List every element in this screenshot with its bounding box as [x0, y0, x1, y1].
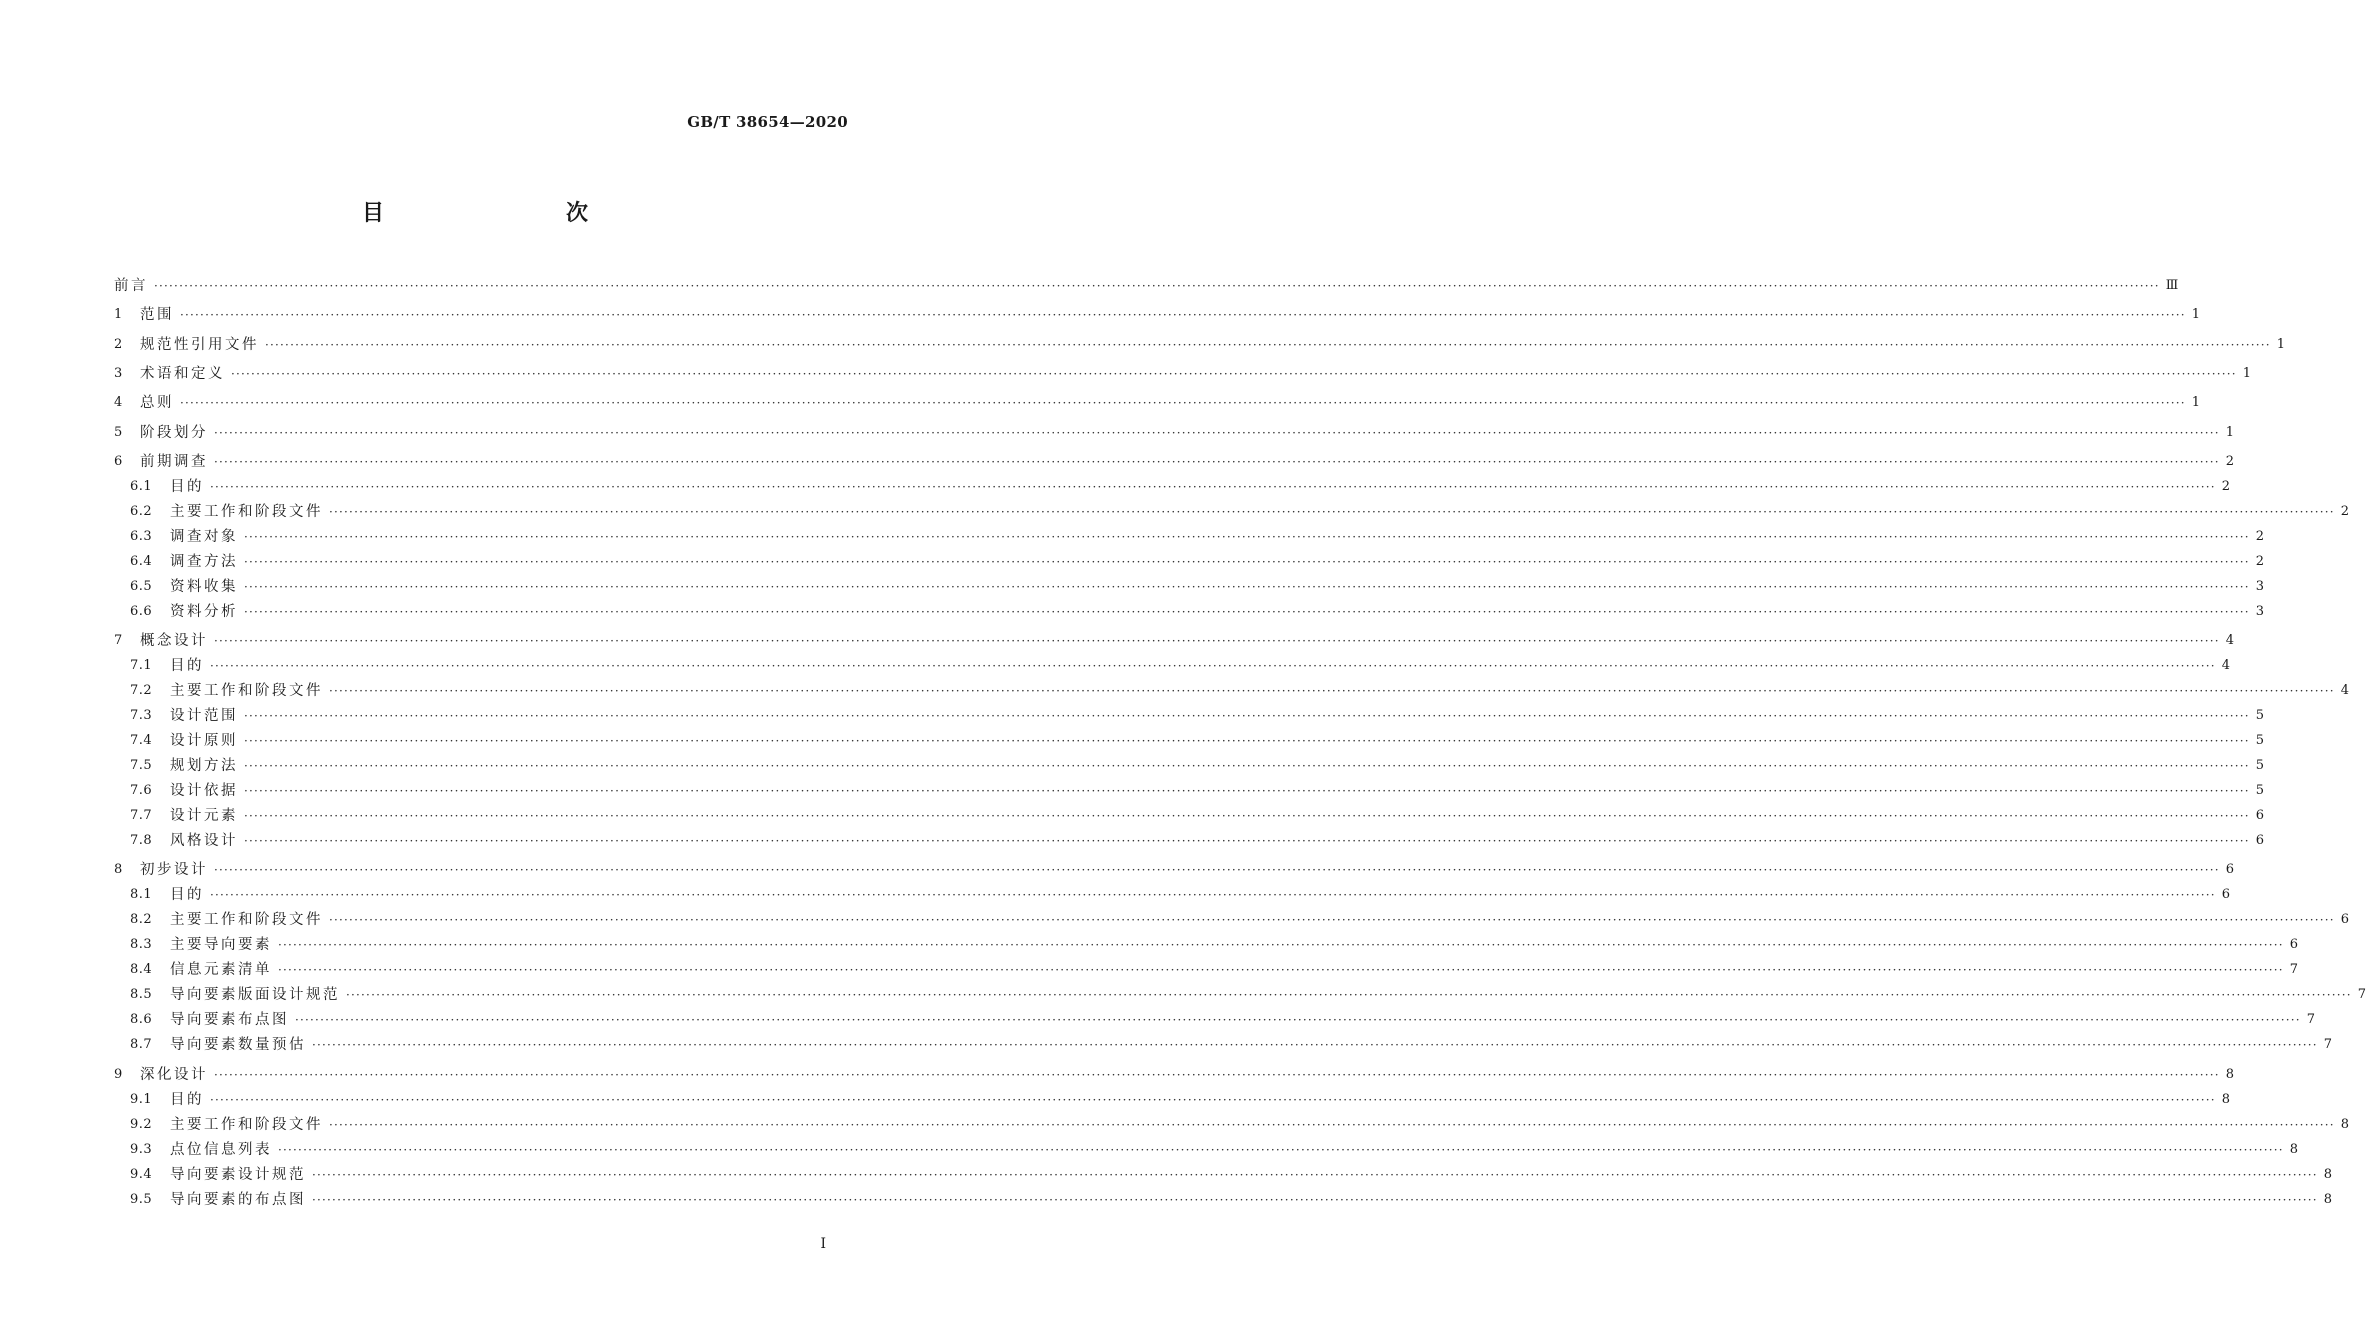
toc-entry-number: 8.7	[130, 1037, 153, 1052]
toc-entry-number: 7.8	[130, 833, 153, 848]
toc-entry-page: 6	[2221, 887, 2231, 902]
toc-entry[interactable]	[114, 1009, 2316, 1031]
toc-entry-number: 7.7	[130, 808, 153, 823]
toc-entry-number: 7.4	[130, 733, 153, 748]
toc-entry-title: 术语和定义	[140, 366, 225, 382]
toc-entry-page: 7	[2323, 1037, 2333, 1052]
toc-entry[interactable]	[114, 730, 2265, 752]
toc-entry-page: 1	[2191, 307, 2201, 322]
toc-entry-title: 主要工作和阶段文件	[170, 912, 323, 928]
toc-entry[interactable]	[114, 392, 2201, 414]
toc-entry-title: 资料分析	[170, 604, 238, 620]
toc-entry-title: 目的	[170, 479, 204, 495]
toc-entry-page: 5	[2255, 758, 2265, 773]
toc-entry-number: 3	[114, 366, 123, 381]
toc-entry-page: 2	[2221, 479, 2231, 494]
toc-entry-number: 6.3	[130, 529, 153, 544]
toc-entry-page: 6	[2225, 862, 2235, 877]
toc-entry-page: 4	[2221, 658, 2231, 673]
toc-leader-dots: ················································································································································································································································································································································································································	[214, 426, 2220, 440]
toc-entry-page: 8	[2225, 1067, 2235, 1082]
toc-entry-page: 8	[2323, 1167, 2333, 1182]
toc-entry-number: 6.4	[130, 554, 153, 569]
toc-entry-number: 7.6	[130, 783, 153, 798]
toc-entry-page: 8	[2323, 1192, 2333, 1207]
toc-entry-number: 6.5	[130, 579, 153, 594]
toc-entry-title: 深化设计	[140, 1067, 208, 1083]
toc-entry[interactable]	[114, 501, 2350, 523]
toc-leader-dots: ················································································································································································································································································································································································································	[312, 1168, 2318, 1182]
toc-leader-dots: ················································································································································································································································································································································································································	[244, 734, 2250, 748]
toc-entry[interactable]	[114, 601, 2265, 623]
toc-entry-title: 主要工作和阶段文件	[170, 504, 323, 520]
toc-leader-dots: ················································································································································································································································································································································································································	[214, 1068, 2220, 1082]
toc-entry-page: 2	[2255, 554, 2265, 569]
toc-entry-number: 8.4	[130, 962, 153, 977]
standard-code: GB/T 38654—2020	[687, 113, 848, 131]
toc-leader-dots: ················································································································································································································································································································································································································	[265, 338, 2271, 352]
toc-entry-page: 3	[2255, 579, 2265, 594]
toc-entry[interactable]	[114, 934, 2299, 956]
toc-entry-title: 导向要素设计规范	[170, 1167, 306, 1183]
toc-entry-number: 9.2	[130, 1117, 153, 1132]
toc-entry[interactable]	[114, 275, 2179, 297]
toc-entry-page: 5	[2255, 783, 2265, 798]
toc-entry-page: 8	[2221, 1092, 2231, 1107]
toc-leader-dots: ················································································································································································································································································································································································································	[214, 863, 2220, 877]
toc-entry-number: 9	[114, 1067, 123, 1082]
toc-entry[interactable]	[114, 451, 2235, 473]
toc-entry-number: 9.5	[130, 1192, 153, 1207]
toc-entry-number: 8.6	[130, 1012, 153, 1027]
toc-entry[interactable]	[114, 1089, 2231, 1111]
toc-leader-dots: ················································································································································································································································································································································································································	[346, 988, 2352, 1002]
toc-entry[interactable]	[114, 1164, 2333, 1186]
toc-leader-dots: ················································································································································································································································································································································································································	[244, 555, 2250, 569]
toc-entry-number: 8.1	[130, 887, 153, 902]
toc-entry-page: 4	[2340, 683, 2350, 698]
toc-entry-page: 7	[2289, 962, 2299, 977]
toc-entry-title: 概念设计	[140, 633, 208, 649]
toc-leader-dots: ················································································································································································································································································································································································································	[244, 709, 2250, 723]
toc-entry-title: 阶段划分	[140, 425, 208, 441]
toc-entry-number: 7.1	[130, 658, 153, 673]
toc-entry[interactable]	[114, 859, 2235, 881]
toc-entry-page: 2	[2225, 454, 2235, 469]
toc-leader-dots: ················································································································································································································································································································································································································	[244, 759, 2250, 773]
toc-entry[interactable]	[114, 576, 2265, 598]
toc-entry[interactable]	[114, 705, 2265, 727]
toc-entry-title: 主要工作和阶段文件	[170, 1117, 323, 1133]
toc-entry-number: 9.3	[130, 1142, 153, 1157]
toc-leader-dots: ················································································································································································································································································································································································································	[278, 1143, 2284, 1157]
toc-entry-title: 导向要素的布点图	[170, 1192, 306, 1208]
toc-leader-dots: ················································································································································································································································································································································································································	[244, 809, 2250, 823]
toc-entry-page: 5	[2255, 708, 2265, 723]
toc-entry-title: 总则	[140, 395, 174, 411]
toc-entry-title: 初步设计	[140, 862, 208, 878]
toc-entry[interactable]	[114, 1114, 2350, 1136]
toc-leader-dots: ················································································································································································································································································································································································································	[210, 659, 2216, 673]
toc-entry-title: 前言	[114, 278, 148, 294]
toc-entry[interactable]	[114, 476, 2231, 498]
toc-leader-dots: ················································································································································································································································································································································································································	[154, 279, 2160, 293]
toc-leader-dots: ················································································································································································································································································································································································································	[244, 530, 2250, 544]
toc-entry-number: 6	[114, 454, 123, 469]
toc-entry[interactable]	[114, 830, 2265, 852]
toc-entry-title: 设计范围	[170, 708, 238, 724]
toc-entry[interactable]	[114, 884, 2231, 906]
toc-entry[interactable]	[114, 334, 2286, 356]
toc-entry-page: 2	[2340, 504, 2350, 519]
toc-leader-dots: ················································································································································································································································································································································································································	[210, 1093, 2216, 1107]
toc-leader-dots: ················································································································································································································································································································································································································	[214, 455, 2220, 469]
toc-entry[interactable]	[114, 1064, 2235, 1086]
toc-entry-number: 1	[114, 307, 123, 322]
toc-leader-dots: ················································································································································································································································································································································································································	[312, 1038, 2318, 1052]
toc-entry-title: 设计依据	[170, 783, 238, 799]
toc-entry-number: 2	[114, 337, 123, 352]
footer-page-number: I	[820, 1236, 826, 1252]
toc-leader-dots: ················································································································································································································································································································································································································	[210, 480, 2216, 494]
toc-leader-dots: ················································································································································································································································································································································································································	[329, 913, 2335, 927]
toc-entry-number: 6.2	[130, 504, 153, 519]
toc-entry-title: 主要工作和阶段文件	[170, 683, 323, 699]
toc-entry[interactable]	[114, 526, 2265, 548]
toc-leader-dots: ················································································································································································································································································································································································································	[278, 938, 2284, 952]
toc-entry-title: 设计原则	[170, 733, 238, 749]
toc-leader-dots: ················································································································································································································································································································································································································	[295, 1013, 2301, 1027]
toc-leader-dots: ················································································································································································································································································································································································································	[210, 888, 2216, 902]
toc-entry-page: 3	[2255, 604, 2265, 619]
toc-entry-number: 8.3	[130, 937, 153, 952]
toc-leader-dots: ················································································································································································································································································································································································································	[244, 834, 2250, 848]
toc-entry-page: 2	[2255, 529, 2265, 544]
toc-entry-number: 7	[114, 633, 123, 648]
toc-entry-number: 5	[114, 425, 123, 440]
toc-entry-number: 7.2	[130, 683, 153, 698]
toc-entry-page: 1	[2225, 425, 2235, 440]
toc-entry-title: 目的	[170, 658, 204, 674]
toc-leader-dots: ················································································································································································································································································································································································································	[180, 308, 2186, 322]
toc-entry-title: 导向要素数量预估	[170, 1037, 306, 1053]
toc-entry-page: 1	[2276, 337, 2286, 352]
toc-leader-dots: ················································································································································································································································································································································································································	[312, 1193, 2318, 1207]
toc-entry-title: 设计元素	[170, 808, 238, 824]
toc-leader-dots: ················································································································································································································································································································································································································	[244, 784, 2250, 798]
toc-entry[interactable]	[114, 680, 2350, 702]
toc-entry-page: 6	[2255, 833, 2265, 848]
toc-entry[interactable]	[114, 805, 2265, 827]
toc-entry-title: 前期调查	[140, 454, 208, 470]
toc-entry[interactable]	[114, 909, 2350, 931]
toc-entry[interactable]	[114, 755, 2265, 777]
toc-entry-page: 1	[2242, 366, 2252, 381]
toc-entry-number: 7.5	[130, 758, 153, 773]
toc-entry-page: 8	[2340, 1117, 2350, 1132]
toc-entry-page: 5	[2255, 733, 2265, 748]
toc-leader-dots: ················································································································································································································································································································································································································	[180, 396, 2186, 410]
toc-entry-page: 6	[2289, 937, 2299, 952]
toc-entry-title: 范围	[140, 307, 174, 323]
toc-entry-title: 目的	[170, 1092, 204, 1108]
toc-entry-page: 4	[2225, 633, 2235, 648]
toc-entry-title: 导向要素布点图	[170, 1012, 289, 1028]
toc-entry[interactable]	[114, 363, 2252, 385]
toc-entry-number: 8.2	[130, 912, 153, 927]
toc-entry-title: 调查方法	[170, 554, 238, 570]
toc-entry[interactable]	[114, 304, 2201, 326]
toc-entry-page: Ⅲ	[2165, 278, 2179, 293]
toc-entry[interactable]	[114, 655, 2231, 677]
toc-entry-page: 7	[2306, 1012, 2316, 1027]
toc-leader-dots: ················································································································································································································································································································································································································	[329, 684, 2335, 698]
toc-entry-title: 风格设计	[170, 833, 238, 849]
toc-entry[interactable]	[114, 630, 2235, 652]
toc-leader-dots: ················································································································································································································································································································································································································	[231, 367, 2237, 381]
toc-entry[interactable]	[114, 959, 2299, 981]
toc-entry-title: 信息元素清单	[170, 962, 272, 978]
toc-leader-dots: ················································································································································································································································································································································································································	[329, 505, 2335, 519]
toc-entry[interactable]	[114, 780, 2265, 802]
toc-leader-dots: ················································································································································································································································································································································································································	[214, 634, 2220, 648]
toc-entry-number: 9.1	[130, 1092, 153, 1107]
toc-entry-number: 4	[114, 395, 123, 410]
toc-entry-title: 主要导向要素	[170, 937, 272, 953]
toc-title: 目 次	[361, 201, 634, 226]
toc-entry-title: 调查对象	[170, 529, 238, 545]
toc-entry-number: 6.6	[130, 604, 153, 619]
toc-entry-number: 6.1	[130, 479, 153, 494]
toc-entry-number: 8	[114, 862, 123, 877]
toc-entry[interactable]	[114, 422, 2235, 444]
toc-entry-title: 导向要素版面设计规范	[170, 987, 340, 1003]
toc-leader-dots: ················································································································································································································································································································································································································	[278, 963, 2284, 977]
toc-entry-page: 6	[2340, 912, 2350, 927]
toc-entry-page: 8	[2289, 1142, 2299, 1157]
toc-entry[interactable]	[114, 1189, 2333, 1211]
toc-entry-page: 1	[2191, 395, 2201, 410]
toc-leader-dots: ················································································································································································································································································································································································································	[244, 580, 2250, 594]
toc-entry-page: 6	[2255, 808, 2265, 823]
toc-entry-number: 9.4	[130, 1167, 153, 1182]
toc-entry[interactable]	[114, 984, 2366, 1006]
toc-entry-page: 7	[2357, 987, 2366, 1002]
toc-leader-dots: ················································································································································································································································································································································································································	[329, 1118, 2335, 1132]
toc-entry-number: 8.5	[130, 987, 153, 1002]
toc-entry-title: 规范性引用文件	[140, 337, 259, 353]
toc-entry[interactable]	[114, 1034, 2333, 1056]
toc-entry[interactable]	[114, 1139, 2299, 1161]
toc-entry-title: 资料收集	[170, 579, 238, 595]
toc-entry-title: 目的	[170, 887, 204, 903]
toc-entry[interactable]	[114, 551, 2265, 573]
toc-entry-title: 规划方法	[170, 758, 238, 774]
toc-leader-dots: ················································································································································································································································································································································································································	[244, 605, 2250, 619]
toc-entry-number: 7.3	[130, 708, 153, 723]
toc-entry-title: 点位信息列表	[170, 1142, 272, 1158]
